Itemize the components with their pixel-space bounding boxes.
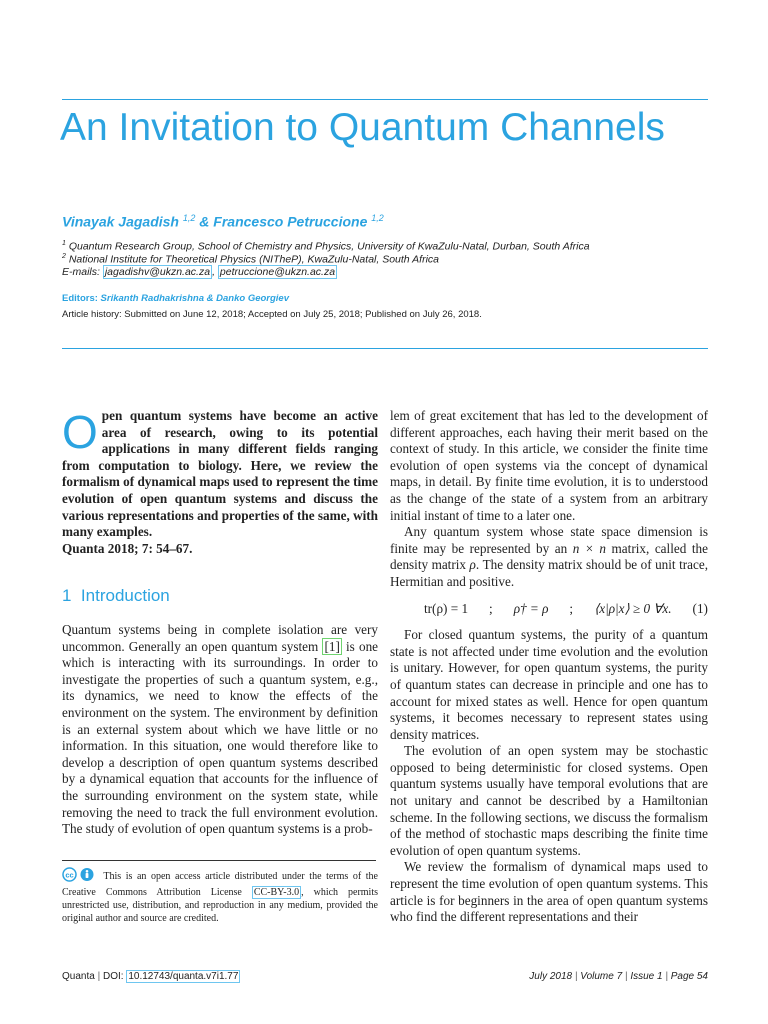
emails-label: E-mails: <box>62 266 100 278</box>
equation-part: tr(ρ) = 1 <box>424 600 469 616</box>
math-inline: ρ <box>469 557 476 573</box>
affiliation-text: National Institute for Theoretical Physics (NITheP), KwaZulu-Natal, South Africa <box>68 253 440 266</box>
doi-label: DOI: <box>102 971 124 982</box>
editors-label: Editors: <box>62 293 98 304</box>
paragraph-part: . The density matrix should be of unit trace, Hermitian and positive. <box>390 557 708 589</box>
equation-number: (1) <box>692 600 708 616</box>
equation-separator: ; <box>569 600 574 616</box>
introduction-text <box>62 622 378 838</box>
affiliation-text: Quantum Research Group, School of Chemistry and Physics, University of KwaZulu-Natal, Durban, South Africa <box>68 240 590 253</box>
affiliation-number: 1 <box>62 240 66 247</box>
right-column <box>390 408 708 926</box>
issue: Issue 1 <box>630 971 663 982</box>
footer-separator: | <box>624 971 628 982</box>
author-separator: & <box>199 213 210 230</box>
paragraph: We review the formalism of dynamical maps used to represent the time evolution of open quantum systems. This article is for beginners in the area of open quantum systems who find the different representations and their <box>390 859 708 925</box>
abstract-text: pen quantum systems have become an active area of research, owing to its potential applications in many different fields ranging from computation to biology. Here, we review the formalism of dynamical maps used to represent the time evolution of open quantum systems and discuss the various representations and properties of the same, with many examples. <box>62 408 378 540</box>
equation-part: ⟨x|ρ|x⟩ ≥ 0 ∀x. <box>594 600 672 616</box>
paragraph: The evolution of an open system may be stochastic opposed to being deterministic for closed systems. Open quantum systems usually have temporal evolutions that are not unitary and cannot be described by a Hamiltonian scheme. In the following sections, we discuss the formalism of the method of stochastic maps describing the finite time evolution of open quantum systems. <box>390 743 708 858</box>
footnote-rule <box>62 860 376 861</box>
footnote-text: This is an open access article distributed under the terms of the Creative Commons Attribution License <box>62 870 378 898</box>
editors-line <box>62 293 289 304</box>
affiliation-number: 2 <box>62 253 66 260</box>
license-footnote <box>62 867 378 925</box>
top-rule <box>62 99 708 100</box>
author-name: Francesco Petruccione <box>213 213 368 230</box>
editors-names: Srikanth Radhakrishna & Danko Georgiev <box>100 293 290 304</box>
paragraph: lem of great excitement that has led to the development of different approaches, each having their merit based on the context of study. In this article, we consider the finite time evolution of open systems via the concept of dynamical maps, in detail. By finite time evolution, it is to understood as the change of the state of a system from an arbitrary initial instant of time to a later one. <box>390 408 708 523</box>
issue-date: July 2018 <box>529 971 573 982</box>
drop-cap: O <box>62 406 98 458</box>
section-heading <box>62 586 170 606</box>
svg-text:cc: cc <box>65 870 74 880</box>
affiliation-2 <box>62 253 439 266</box>
affiliation-1 <box>62 240 590 253</box>
equation-1 <box>424 601 708 618</box>
intro-text-part: Quantum systems being in complete isolation are very uncommon. Generally an open quantum system <box>62 622 378 654</box>
reference-link[interactable]: [1] <box>324 638 340 654</box>
doi-link[interactable]: 10.12743/quanta.v7i1.77 <box>128 971 239 982</box>
paragraph: For closed quantum systems, the purity of a quantum state is not affected under time evolution and the evolution is unitary. However, for open quantum systems, the purity of quantum states can decrease in principle and one has to account for mixed states as well. Hence for open quantum systems, it becomes necessary to represent states using density matrices. <box>390 627 708 742</box>
article-history: Article history: Submitted on June 12, 2018; Accepted on July 25, 2018; Published on July 26, 2018. <box>62 309 482 320</box>
paragraph-part: Any quantum system whose state space dimension is finite may be represented by an <box>390 524 708 556</box>
math-inline: n × n <box>572 540 606 556</box>
section-title: Introduction <box>80 586 170 605</box>
abstract-citation: Quanta 2018; 7: 54–67. <box>62 540 193 556</box>
footer-separator: | <box>97 971 101 982</box>
paragraph-part: matrix, called the density matrix <box>390 540 708 573</box>
cc-icon <box>62 867 96 886</box>
footnote-text: , which permits unrestricted use, distribution, and reproduction in any medium, provided the original author and source are credited. <box>62 887 379 924</box>
footer-separator: | <box>665 971 668 982</box>
header-bottom-rule <box>62 348 708 349</box>
author-affil: 1,2 <box>371 213 384 223</box>
volume: Volume 7 <box>580 971 623 982</box>
footer-separator: | <box>574 971 578 982</box>
intro-text-part: is one which is interacting with its surroundings. In order to investigate the properties of such a quantum system, e.g., its dynamics, we need to know the effects of the environment on the system. The environment by definition is an external system about which we have little or no information. In this situation, one would therefore like to develop a description of open quantum systems described by a dynamical equation that accounts for the influence of the surrounding environment on the system state, while removing the need to track the full environment evolution. The study of evolution of open quantum systems is a prob- <box>62 638 379 837</box>
author-affil: 1,2 <box>182 213 196 223</box>
journal-name: Quanta <box>62 971 95 982</box>
emails-line: E-mails: jagadishv@ukzn.ac.za , petruccione@ukzn.ac.za <box>62 266 336 278</box>
license-link[interactable]: CC-BY-3.0 <box>253 887 300 898</box>
abstract <box>62 408 378 557</box>
section-number: 1 <box>62 586 72 605</box>
footer-right <box>529 971 708 982</box>
email-link[interactable]: petruccione@ukzn.ac.za <box>219 266 336 278</box>
equation-part: ρ† = ρ <box>513 600 549 616</box>
equation-separator: ; <box>489 600 493 616</box>
page-number: Page 54 <box>670 971 708 982</box>
email-link[interactable]: jagadishv@ukzn.ac.za <box>104 266 211 278</box>
author-line <box>62 213 384 230</box>
author-name: Vinayak Jagadish <box>62 213 179 230</box>
paragraph <box>390 524 708 590</box>
article-title: An Invitation to Quantum Channels <box>60 106 665 149</box>
footer-left <box>62 971 240 982</box>
